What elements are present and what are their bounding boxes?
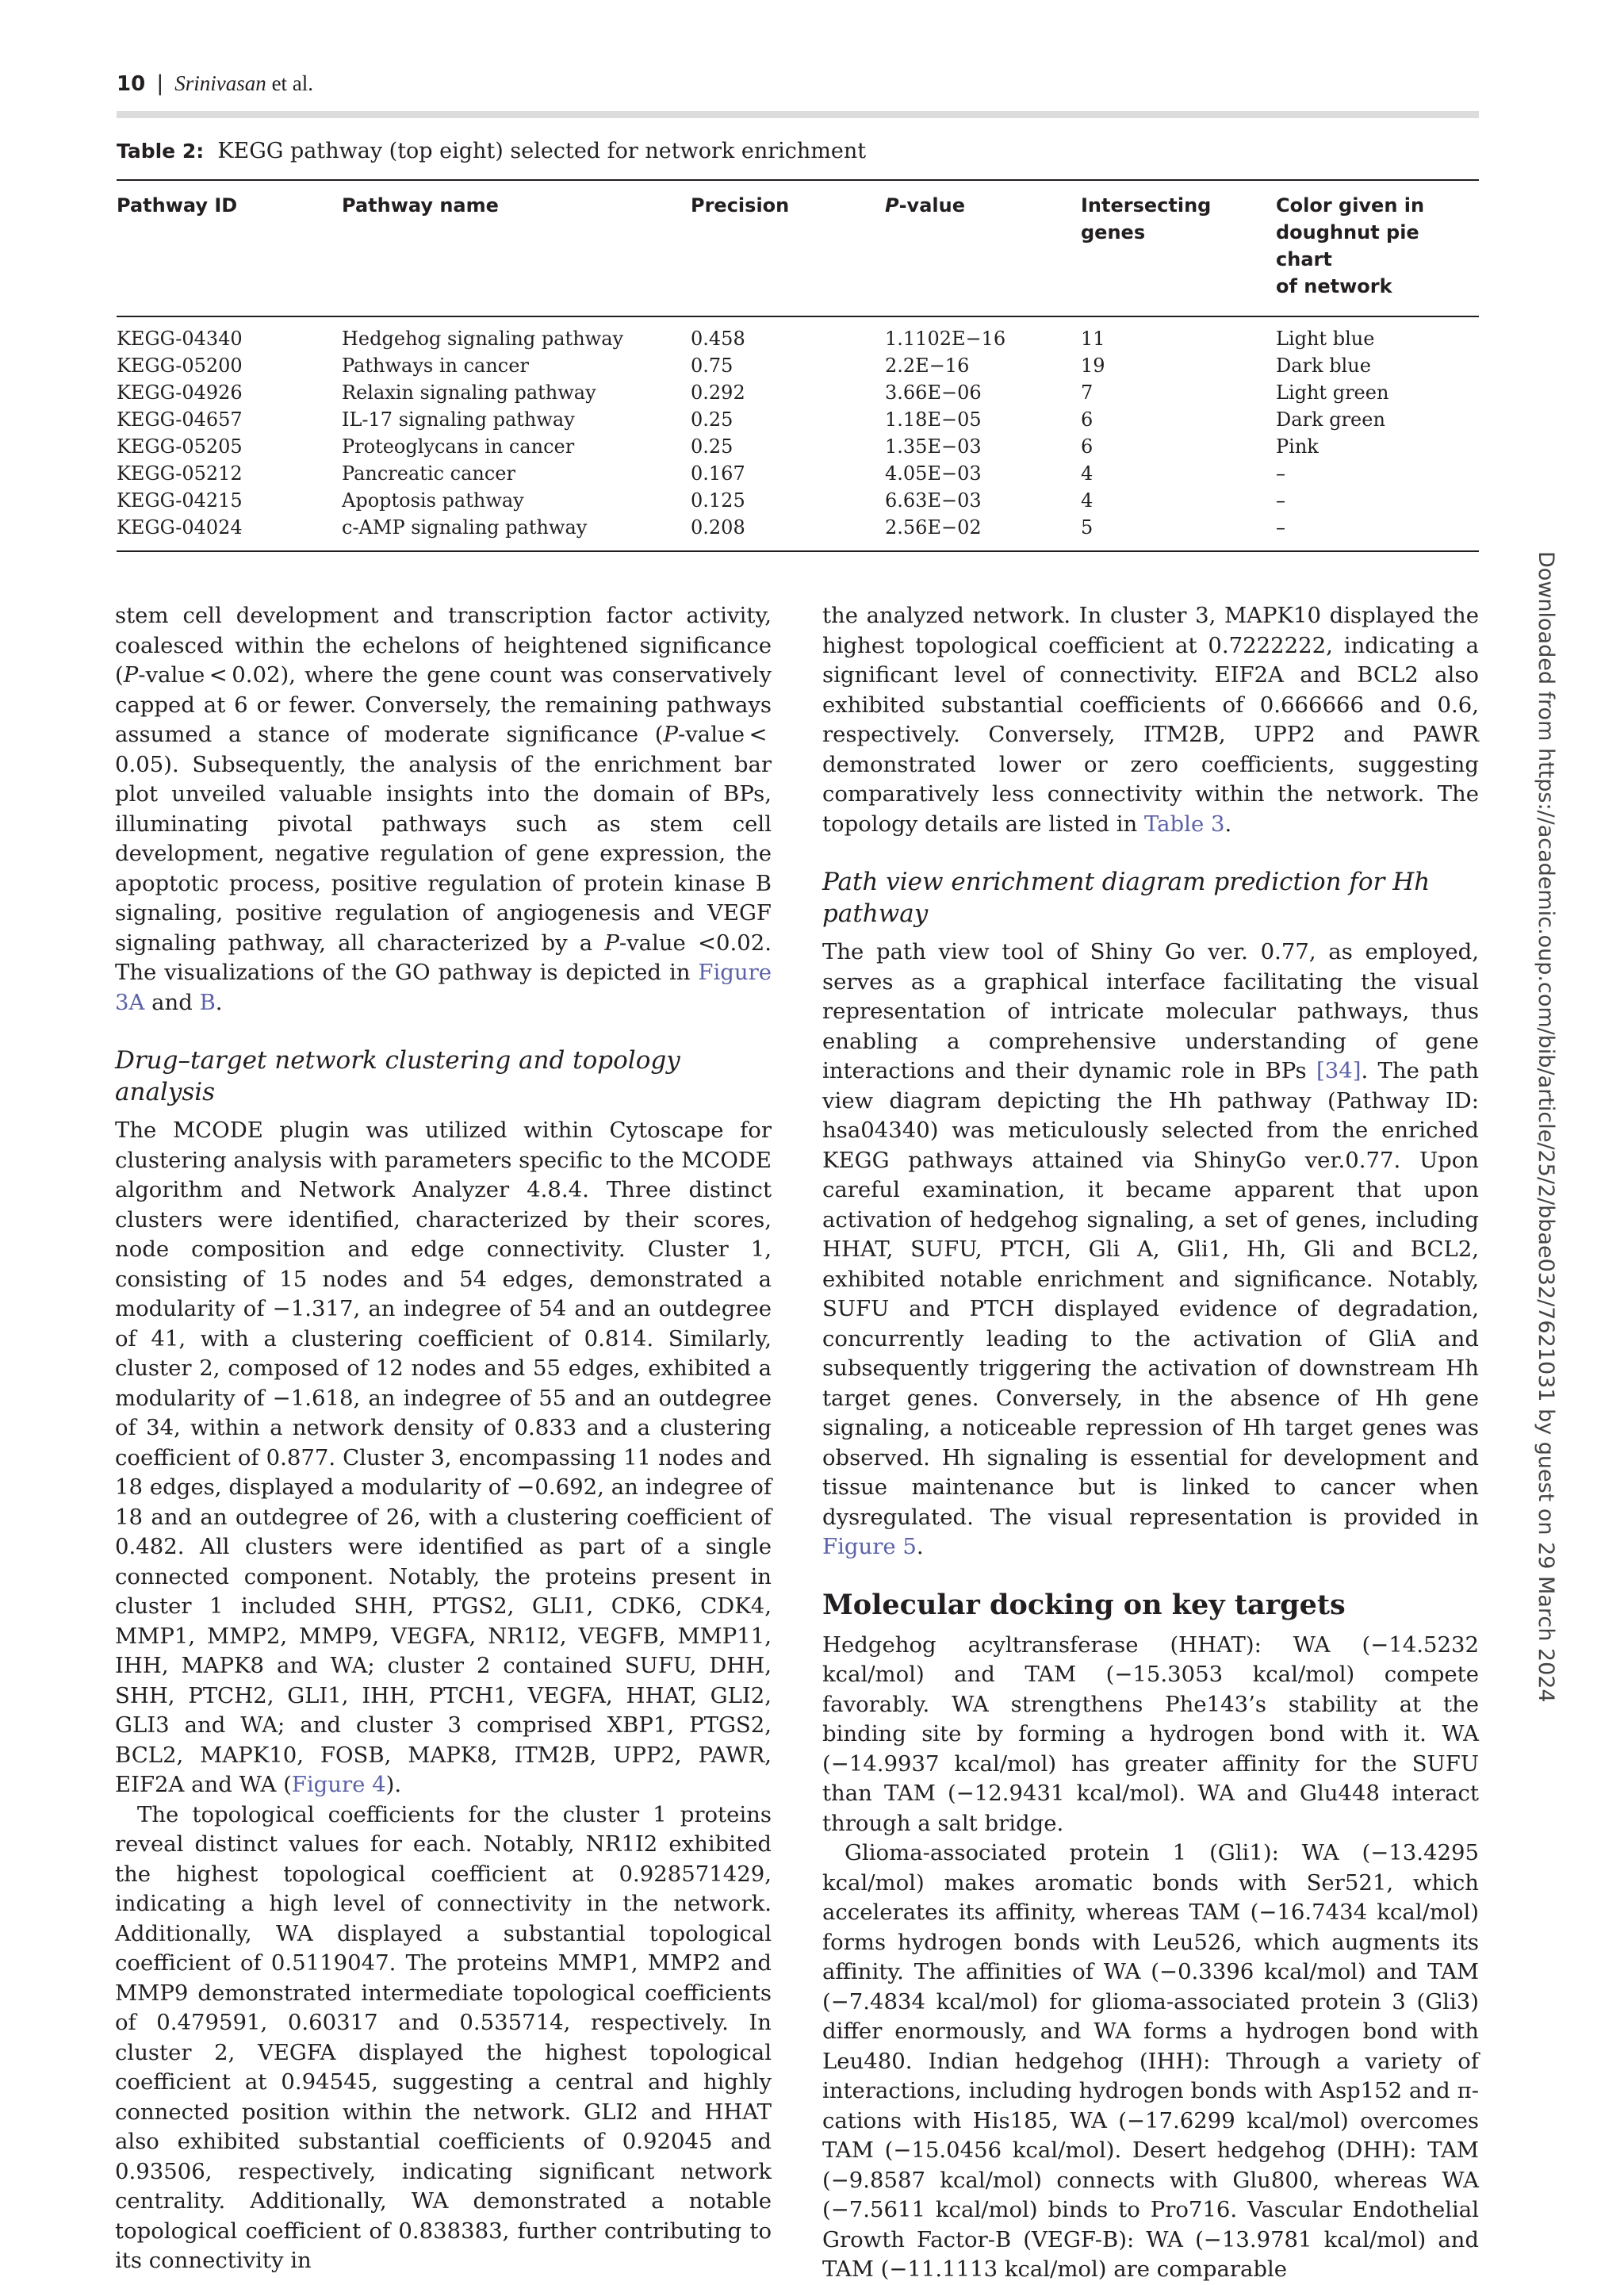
cell-pathway-name: Proteoglycans in cancer: [342, 435, 575, 458]
figure-3a-link[interactable]: Figure 3A: [115, 960, 772, 1015]
kegg-table: [117, 179, 1479, 552]
cell-pvalue: 1.35E−03: [885, 435, 982, 458]
page-number: 10: [117, 72, 146, 96]
cell-color: Light green: [1276, 381, 1389, 404]
cell-precision: 0.208: [691, 516, 745, 539]
cell-pvalue: 1.18E−05: [885, 408, 982, 431]
reference-34-link[interactable]: [34]: [1316, 1058, 1362, 1083]
cell-color: –: [1276, 516, 1285, 539]
left-column: [115, 601, 772, 2276]
cell-pathway-id: KEGG-04215: [117, 489, 243, 512]
running-head: [117, 71, 313, 96]
cell-pathway-name: IL-17 signaling pathway: [342, 408, 575, 431]
cell-pathway-id: KEGG-05212: [117, 462, 243, 485]
header-intersecting-genes: Intersecting genes: [1081, 194, 1212, 243]
cell-intersecting-genes: 7: [1081, 381, 1094, 404]
cell-color: Dark blue: [1276, 355, 1371, 377]
figure-4-link[interactable]: Figure 4: [291, 1772, 386, 1797]
header-precision: Precision: [691, 194, 790, 217]
cell-intersecting-genes: 6: [1081, 408, 1094, 431]
cell-pvalue: 2.2E−16: [885, 355, 970, 377]
cell-pathway-id: KEGG-04340: [117, 328, 243, 350]
left-paragraph-3: The topological coefficients for the cluster 1 proteins reveal distinct values for each. Notably, NR1I2 exhibited the highest topological coefficient at 0.928571429, indicating a high level of connectivity in the network. Additionally, WA displayed a substantial topological coefficient of 0.5119047. The proteins MMP1, MMP2 and MMP9 demonstrated intermediate topological coefficients of 0.479591, 0.60317 and 0.535714, respectively. In cluster 2, VEGFA displayed the highest topological coefficient at 0.94545, suggesting a central and highly connected position within the network. GLI2 and HHAT also exhibited substantial coefficients of 0.92045 and 0.93506, respectively, indicating significant network centrality. Additionally, WA demonstrated a notable topological coefficient of 0.838383, further contributing to its connectivity in: [115, 1801, 772, 2273]
cell-pathway-name: Pancreatic cancer: [342, 462, 515, 485]
cell-pathway-id: KEGG-05205: [117, 435, 243, 458]
cell-intersecting-genes: 4: [1081, 462, 1094, 485]
table-row: [117, 316, 1479, 352]
cell-precision: 0.25: [691, 408, 733, 431]
right-paragraph-4: Glioma-associated protein 1 (Gli1): WA (−13.4295 kcal/mol) makes aromatic bonds with Ser521, which accelerates its affinity, whereas TAM (−16.7434 kcal/mol) forms hydrogen bonds with Leu526, which augments its affinity. The affinities of WA (−0.3396 kcal/mol) and TAM (−7.4834 kcal/mol) for glioma-associated protein 3 (Gli3) differ enormously, and WA forms a hydrogen bond with Leu480. Indian hedgehog (IHH): Through a variety of interactions, including hydrogen bonds with Asp152 and π-cations with His185, WA (−17.6299 kcal/mol) overcomes TAM (−15.0456 kcal/mol). Desert hedgehog (DHH): TAM (−9.8587 kcal/mol) connects with Glu800, whereas WA (−7.5611 kcal/mol) binds to Pro716. Vascular Endothelial Growth Factor-B (VEGF-B): WA (−13.9781 kcal/mol) and TAM (−11.1113 kcal/mol) are comparable: [822, 1840, 1479, 2282]
cell-intersecting-genes: 4: [1081, 489, 1094, 512]
header-color: Color given in doughnut pie chart of network: [1276, 194, 1425, 297]
cell-color: –: [1276, 462, 1285, 485]
download-watermark: Downloaded from https://academic.oup.com/bib/article/25/2/bbae032/7621031 by guest on 29 March 2024: [1534, 551, 1558, 1703]
header-pathway-id: Pathway ID: [117, 194, 238, 217]
section-heading-docking: Molecular docking on key targets: [822, 1588, 1346, 1621]
cell-color: Dark green: [1276, 408, 1385, 431]
cell-precision: 0.125: [691, 489, 745, 512]
right-paragraph-3: Hedgehog acyltransferase (HHAT): WA (−14.5232 kcal/mol) and TAM (−15.3053 kcal/mol) compete favorably. WA strengthens Phe143’s stability at the binding site by forming a hydrogen bond with it. WA (−14.9937 kcal/mol) has greater affinity for the SUFU than TAM (−12.9431 kcal/mol). WA and Glu448 interact through a salt bridge.: [822, 1631, 1479, 1836]
right-paragraph-2: The path view tool of Shiny Go ver. 0.77, as employed, serves as a graphical interface facilitating the visual representation of intricate molecular pathways, thus enabling a comprehensive understanding of gene interactions and their dynamic role in BPs [34]. The path view diagram depicting the Hh pathway (Pathway ID: hsa04340) was meticulously selected from the enriched KEGG pathways attained via ShinyGo ver.0.77. Upon careful examination, it became apparent that upon activation of hedgehog signaling, a set of genes, including HHAT, SUFU, PTCH, Gli A, Gli1, Hh, Gli and BCL2, exhibited notable enrichment and significance. Notably, SUFU and PTCH displayed evidence of degradation, concurrently leading to the activation of GliA and subsequently triggering the activation of downstream Hh target genes. Conversely, in the absence of Hh gene signaling, a noticeable repression of Hh target genes was observed. Hh signaling is essential for development and tissue maintenance but is linked to cancer when dysregulated. The visual representation is provided in Figure 5.: [822, 939, 1479, 1559]
cell-precision: 0.167: [691, 462, 745, 485]
cell-precision: 0.458: [691, 328, 745, 350]
table-row: [117, 487, 1479, 514]
cell-pathway-id: KEGG-04657: [117, 408, 243, 431]
right-paragraph-1: the analyzed network. In cluster 3, MAPK10 displayed the highest topological coefficient at 0.7222222, indicating a significant level of connectivity. EIF2A and BCL2 also exhibited substantial coefficients of 0.666666 and 0.6, respectively. Conversely, ITM2B, UPP2 and PAWR demonstrated lower or zero coefficients, suggesting comparatively less connectivity within the network. The topology details are listed in Table 3.: [822, 603, 1479, 837]
header-pvalue: P-value: [885, 194, 965, 217]
header-rule: [117, 111, 1479, 118]
cell-precision: 0.25: [691, 435, 733, 458]
left-paragraph-1: stem cell development and transcription factor activity, coalesced within the echelons of heightened significance (P-value < 0.02), where the gene count was conservatively capped at 6 or fewer. Conversely, the remaining pathways assumed a stance of moderate significance (P-value < 0.05). Subsequently, the analysis of the enrichment bar plot unveiled valuable insights into the domain of BPs, illuminating pivotal pathways such as stem cell development, negative regulation of gene expression, the apoptotic process, positive regulation of protein kinase B signaling, positive regulation of angiogenesis and VEGF signaling pathway, all characterized by a P-value <0.02. The visualizations of the GO pathway is depicted in Figure 3A and B.: [115, 603, 772, 1015]
cell-pathway-name: c-AMP signaling pathway: [342, 516, 588, 539]
table-caption-text: KEGG pathway (top eight) selected for network enrichment: [217, 139, 867, 163]
table-row: [117, 460, 1479, 487]
running-head-authors: Srinivasan: [174, 71, 266, 95]
cell-pvalue: 1.1102E−16: [885, 328, 1006, 350]
cell-intersecting-genes: 19: [1081, 355, 1105, 377]
table-row: [117, 514, 1479, 551]
cell-pathway-id: KEGG-05200: [117, 355, 243, 377]
table-caption: [117, 139, 1479, 163]
running-head-etal: et al.: [266, 71, 314, 95]
cell-precision: 0.292: [691, 381, 745, 404]
table-row: [117, 406, 1479, 433]
header-pathway-name: Pathway name: [342, 194, 499, 217]
cell-pathway-name: Apoptosis pathway: [342, 489, 524, 512]
right-column: [822, 601, 1479, 2285]
figure-5-link[interactable]: Figure 5: [822, 1534, 917, 1559]
section-heading-path-view: Path view enrichment diagram prediction for Hh pathway: [822, 868, 1431, 928]
table-row: [117, 352, 1479, 379]
cell-pvalue: 3.66E−06: [885, 381, 982, 404]
table-body: [117, 316, 1479, 551]
cell-color: Pink: [1276, 435, 1319, 458]
cell-intersecting-genes: 11: [1081, 328, 1105, 350]
cell-intersecting-genes: 5: [1081, 516, 1094, 539]
table-row: [117, 433, 1479, 460]
cell-pathway-name: Pathways in cancer: [342, 355, 529, 377]
running-head-separator: |: [156, 71, 164, 96]
cell-color: Light blue: [1276, 328, 1375, 350]
cell-pathway-id: KEGG-04926: [117, 381, 243, 404]
left-paragraph-2: The MCODE plugin was utilized within Cytoscape for clustering analysis with parameters specific to the MCODE algorithm and Network Analyzer 4.8.4. Three distinct clusters were identified, characterized by their scores, node composition and edge connectivity. Cluster 1, consisting of 15 nodes and 54 edges, demonstrated a modularity of −1.317, an indegree of 54 and an outdegree of 41, with a clustering coefficient of 0.814. Similarly, cluster 2, composed of 12 nodes and 55 edges, exhibited a modularity of −1.618, an indegree of 55 and an outdegree of 34, within a network density of 0.833 and a clustering coefficient of 0.877. Cluster 3, encompassing 11 nodes and 18 edges, displayed a modularity of −0.692, an indegree of 18 and an outdegree of 26, with a clustering coefficient of 0.482. All clusters were identified as part of a single connected component. Notably, the proteins present in cluster 1 included SHH, PTGS2, GLI1, CDK6, CDK4, MMP1, MMP2, MMP9, VEGFA, NR1I2, VEGFB, MMP11, IHH, MAPK8 and WA; cluster 2 contained SUFU, DHH, SHH, PTCH2, GLI1, IHH, PTCH1, VEGFA, HHAT, GLI2, GLI3 and WA; and cluster 3 comprised XBP1, PTGS2, BCL2, MAPK10, FOSB, MAPK8, ITM2B, UPP2, PAWR, EIF2A and WA (Figure 4).: [115, 1118, 772, 1797]
table-3-link[interactable]: Table 3: [1143, 811, 1225, 837]
cell-color: –: [1276, 489, 1285, 512]
table-row: [117, 379, 1479, 406]
table-header-row: [117, 180, 1479, 316]
cell-pvalue: 2.56E−02: [885, 516, 982, 539]
kegg-table-block: [117, 139, 1479, 552]
cell-intersecting-genes: 6: [1081, 435, 1094, 458]
figure-3b-link[interactable]: B: [199, 989, 216, 1015]
table-label: Table 2:: [117, 140, 205, 163]
cell-pvalue: 4.05E−03: [885, 462, 982, 485]
section-heading-clustering: Drug–target network clustering and topology analysis: [115, 1046, 680, 1106]
cell-pvalue: 6.63E−03: [885, 489, 982, 512]
cell-precision: 0.75: [691, 355, 733, 377]
cell-pathway-name: Relaxin signaling pathway: [342, 381, 596, 404]
cell-pathway-id: KEGG-04024: [117, 516, 243, 539]
cell-pathway-name: Hedgehog signaling pathway: [342, 328, 624, 350]
